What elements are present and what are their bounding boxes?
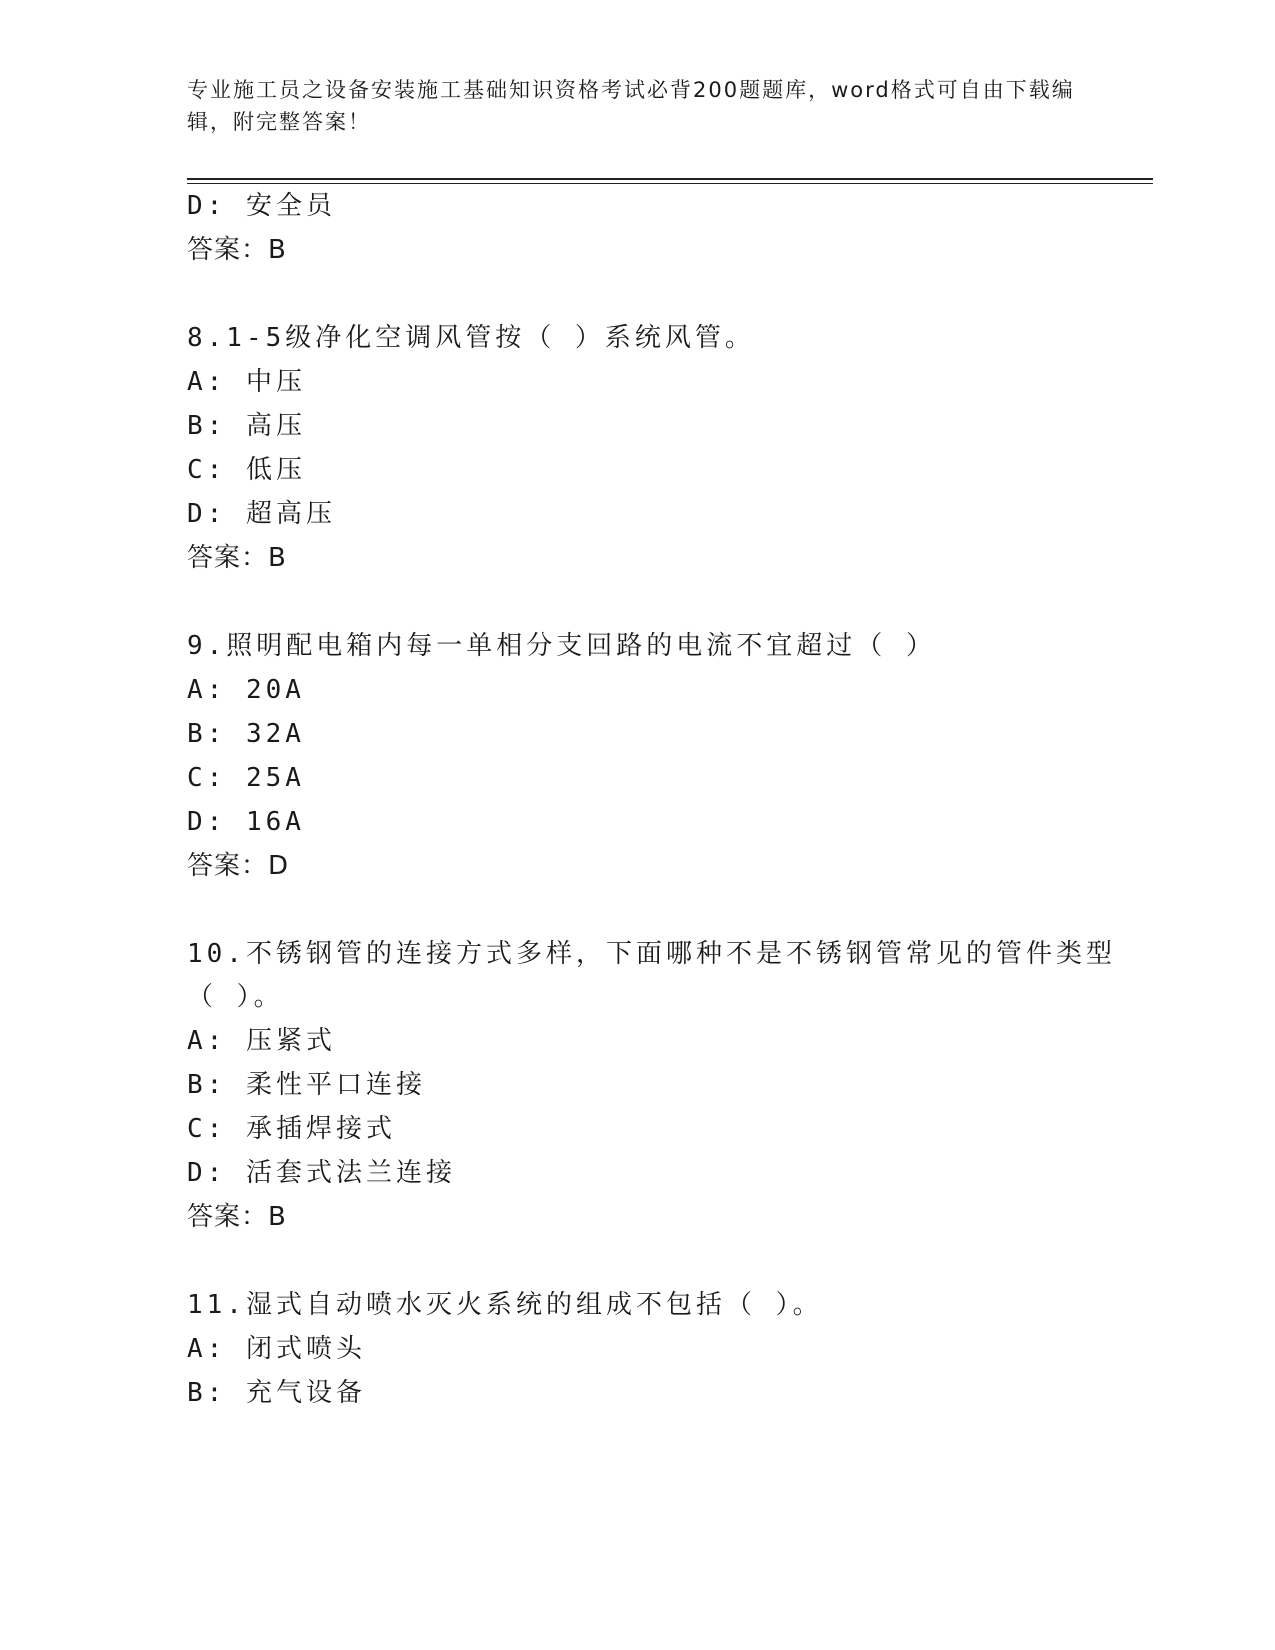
option-c: C: 25A <box>187 763 305 793</box>
question-stem-11: 11.湿式自动喷水灭火系统的组成不包括（ ）。 <box>187 1290 823 1320</box>
answer-line: 答案：B <box>187 1202 287 1232</box>
question-stem-8: 8.1-5级净化空调风管按（ ）系统风管。 <box>187 323 755 353</box>
document-header <box>187 74 1087 138</box>
option-c: C: 承插焊接式 <box>187 1114 396 1144</box>
option-d: D: 超高压 <box>187 499 336 529</box>
option-b: B: 高压 <box>187 411 306 441</box>
option-b: B: 充气设备 <box>187 1378 366 1408</box>
header-text: 专业施工员之设备安装施工基础知识资格考试必背200题题库，word格式可自由下载编辑，附完整答案！ <box>187 78 1075 134</box>
option-c: C: 低压 <box>187 455 306 485</box>
header-divider-thick <box>187 178 1153 180</box>
question-stem-10-continued: （ ）。 <box>187 982 284 1012</box>
option-a: A: 闭式喷头 <box>187 1334 366 1364</box>
option-a: A: 20A <box>187 675 305 705</box>
answer-line: 答案：D <box>187 851 290 881</box>
option-d: D: 安全员 <box>187 191 336 221</box>
answer-line: 答案：B <box>187 543 287 573</box>
answer-line: 答案：B <box>187 235 287 265</box>
option-d: D: 活套式法兰连接 <box>187 1158 456 1188</box>
question-stem-10: 10.不锈钢管的连接方式多样，下面哪种不是不锈钢管常见的管件类型 <box>187 939 1116 969</box>
option-a: A: 压紧式 <box>187 1026 336 1056</box>
option-a: A: 中压 <box>187 367 306 397</box>
option-b: B: 柔性平口连接 <box>187 1070 426 1100</box>
option-d: D: 16A <box>187 807 305 837</box>
option-b: B: 32A <box>187 719 305 749</box>
question-stem-9: 9.照明配电箱内每一单相分支回路的电流不宜超过（ ） <box>187 631 936 661</box>
header-divider-thin <box>187 183 1153 184</box>
